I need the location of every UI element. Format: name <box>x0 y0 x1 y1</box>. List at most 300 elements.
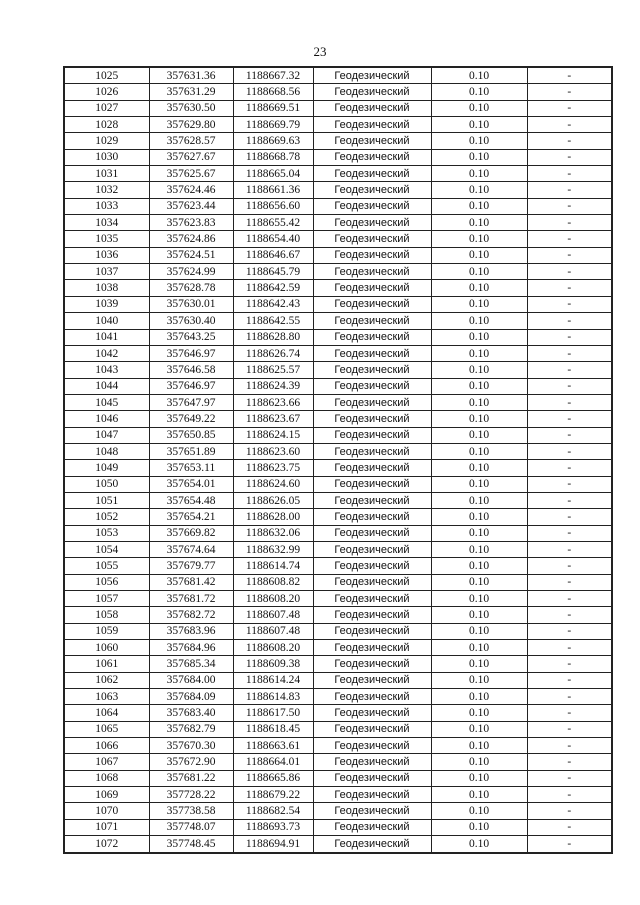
method-cell: Геодезический <box>313 117 431 133</box>
description-cell: - <box>527 264 612 280</box>
point-number-cell: 1025 <box>64 67 149 84</box>
y-coordinate-cell: 1188608.20 <box>233 640 313 656</box>
accuracy-cell: 0.10 <box>431 509 527 525</box>
x-coordinate-cell: 357625.67 <box>149 166 233 182</box>
y-coordinate-cell: 1188618.45 <box>233 721 313 737</box>
point-number-cell: 1061 <box>64 656 149 672</box>
accuracy-cell: 0.10 <box>431 84 527 100</box>
accuracy-cell: 0.10 <box>431 427 527 443</box>
y-coordinate-cell: 1188623.75 <box>233 460 313 476</box>
table-row <box>64 362 612 378</box>
coordinates-table-body <box>64 67 612 853</box>
point-number-cell: 1040 <box>64 313 149 329</box>
point-number-cell: 1057 <box>64 591 149 607</box>
table-row <box>64 84 612 100</box>
y-coordinate-cell: 1188607.48 <box>233 623 313 639</box>
description-cell: - <box>527 476 612 492</box>
y-coordinate-cell: 1188682.54 <box>233 803 313 819</box>
accuracy-cell: 0.10 <box>431 198 527 214</box>
table-row <box>64 803 612 819</box>
point-number-cell: 1047 <box>64 427 149 443</box>
method-cell: Геодезический <box>313 313 431 329</box>
accuracy-cell: 0.10 <box>431 182 527 198</box>
description-cell: - <box>527 754 612 770</box>
description-cell: - <box>527 84 612 100</box>
description-cell: - <box>527 117 612 133</box>
y-coordinate-cell: 1188642.59 <box>233 280 313 296</box>
method-cell: Геодезический <box>313 574 431 590</box>
point-number-cell: 1052 <box>64 509 149 525</box>
description-cell: - <box>527 345 612 361</box>
x-coordinate-cell: 357748.07 <box>149 819 233 835</box>
method-cell: Геодезический <box>313 787 431 803</box>
x-coordinate-cell: 357653.11 <box>149 460 233 476</box>
x-coordinate-cell: 357684.00 <box>149 672 233 688</box>
accuracy-cell: 0.10 <box>431 623 527 639</box>
y-coordinate-cell: 1188693.73 <box>233 819 313 835</box>
point-number-cell: 1046 <box>64 411 149 427</box>
description-cell: - <box>527 803 612 819</box>
method-cell: Геодезический <box>313 411 431 427</box>
method-cell: Геодезический <box>313 721 431 737</box>
table-row <box>64 836 612 853</box>
point-number-cell: 1065 <box>64 721 149 737</box>
point-number-cell: 1068 <box>64 770 149 786</box>
y-coordinate-cell: 1188623.67 <box>233 411 313 427</box>
table-row <box>64 215 612 231</box>
x-coordinate-cell: 357669.82 <box>149 525 233 541</box>
point-number-cell: 1048 <box>64 443 149 459</box>
x-coordinate-cell: 357630.50 <box>149 100 233 116</box>
x-coordinate-cell: 357728.22 <box>149 787 233 803</box>
description-cell: - <box>527 836 612 853</box>
table-row <box>64 591 612 607</box>
method-cell: Геодезический <box>313 280 431 296</box>
y-coordinate-cell: 1188646.67 <box>233 247 313 263</box>
method-cell: Геодезический <box>313 460 431 476</box>
point-number-cell: 1071 <box>64 819 149 835</box>
method-cell: Геодезический <box>313 443 431 459</box>
table-row <box>64 689 612 705</box>
table-row <box>64 738 612 754</box>
table-row <box>64 541 612 557</box>
description-cell: - <box>527 509 612 525</box>
description-cell: - <box>527 149 612 165</box>
accuracy-cell: 0.10 <box>431 460 527 476</box>
table-row <box>64 443 612 459</box>
accuracy-cell: 0.10 <box>431 640 527 656</box>
table-row <box>64 623 612 639</box>
table-row <box>64 492 612 508</box>
y-coordinate-cell: 1188654.40 <box>233 231 313 247</box>
x-coordinate-cell: 357646.97 <box>149 345 233 361</box>
x-coordinate-cell: 357670.30 <box>149 738 233 754</box>
x-coordinate-cell: 357650.85 <box>149 427 233 443</box>
point-number-cell: 1053 <box>64 525 149 541</box>
table-row <box>64 509 612 525</box>
point-number-cell: 1058 <box>64 607 149 623</box>
table-row <box>64 558 612 574</box>
description-cell: - <box>527 166 612 182</box>
x-coordinate-cell: 357624.86 <box>149 231 233 247</box>
table-row <box>64 378 612 394</box>
point-number-cell: 1032 <box>64 182 149 198</box>
point-number-cell: 1066 <box>64 738 149 754</box>
method-cell: Геодезический <box>313 182 431 198</box>
method-cell: Геодезический <box>313 738 431 754</box>
description-cell: - <box>527 640 612 656</box>
accuracy-cell: 0.10 <box>431 705 527 721</box>
method-cell: Геодезический <box>313 100 431 116</box>
y-coordinate-cell: 1188642.43 <box>233 296 313 312</box>
description-cell: - <box>527 721 612 737</box>
point-number-cell: 1070 <box>64 803 149 819</box>
description-cell: - <box>527 67 612 84</box>
table-row <box>64 656 612 672</box>
method-cell: Геодезический <box>313 329 431 345</box>
accuracy-cell: 0.10 <box>431 149 527 165</box>
method-cell: Геодезический <box>313 133 431 149</box>
method-cell: Геодезический <box>313 492 431 508</box>
accuracy-cell: 0.10 <box>431 803 527 819</box>
description-cell: - <box>527 182 612 198</box>
y-coordinate-cell: 1188626.74 <box>233 345 313 361</box>
point-number-cell: 1060 <box>64 640 149 656</box>
method-cell: Геодезический <box>313 345 431 361</box>
x-coordinate-cell: 357684.96 <box>149 640 233 656</box>
x-coordinate-cell: 357748.45 <box>149 836 233 853</box>
description-cell: - <box>527 705 612 721</box>
accuracy-cell: 0.10 <box>431 607 527 623</box>
point-number-cell: 1042 <box>64 345 149 361</box>
method-cell: Геодезический <box>313 656 431 672</box>
method-cell: Геодезический <box>313 591 431 607</box>
point-number-cell: 1062 <box>64 672 149 688</box>
x-coordinate-cell: 357654.01 <box>149 476 233 492</box>
y-coordinate-cell: 1188679.22 <box>233 787 313 803</box>
description-cell: - <box>527 198 612 214</box>
point-number-cell: 1030 <box>64 149 149 165</box>
accuracy-cell: 0.10 <box>431 394 527 410</box>
point-number-cell: 1059 <box>64 623 149 639</box>
point-number-cell: 1054 <box>64 541 149 557</box>
x-coordinate-cell: 357646.58 <box>149 362 233 378</box>
point-number-cell: 1028 <box>64 117 149 133</box>
x-coordinate-cell: 357630.01 <box>149 296 233 312</box>
description-cell: - <box>527 313 612 329</box>
y-coordinate-cell: 1188655.42 <box>233 215 313 231</box>
method-cell: Геодезический <box>313 819 431 835</box>
description-cell: - <box>527 689 612 705</box>
method-cell: Геодезический <box>313 264 431 280</box>
accuracy-cell: 0.10 <box>431 67 527 84</box>
accuracy-cell: 0.10 <box>431 770 527 786</box>
description-cell: - <box>527 819 612 835</box>
table-row <box>64 394 612 410</box>
method-cell: Геодезический <box>313 247 431 263</box>
x-coordinate-cell: 357628.78 <box>149 280 233 296</box>
description-cell: - <box>527 460 612 476</box>
method-cell: Геодезический <box>313 754 431 770</box>
method-cell: Геодезический <box>313 623 431 639</box>
description-cell: - <box>527 787 612 803</box>
point-number-cell: 1072 <box>64 836 149 853</box>
point-number-cell: 1038 <box>64 280 149 296</box>
method-cell: Геодезический <box>313 836 431 853</box>
table-row <box>64 476 612 492</box>
description-cell: - <box>527 656 612 672</box>
table-row <box>64 574 612 590</box>
point-number-cell: 1043 <box>64 362 149 378</box>
description-cell: - <box>527 541 612 557</box>
description-cell: - <box>527 362 612 378</box>
x-coordinate-cell: 357654.48 <box>149 492 233 508</box>
description-cell: - <box>527 280 612 296</box>
method-cell: Геодезический <box>313 84 431 100</box>
method-cell: Геодезический <box>313 198 431 214</box>
accuracy-cell: 0.10 <box>431 476 527 492</box>
x-coordinate-cell: 357623.44 <box>149 198 233 214</box>
table-row <box>64 640 612 656</box>
accuracy-cell: 0.10 <box>431 525 527 541</box>
x-coordinate-cell: 357674.64 <box>149 541 233 557</box>
method-cell: Геодезический <box>313 558 431 574</box>
table-row <box>64 607 612 623</box>
point-number-cell: 1050 <box>64 476 149 492</box>
y-coordinate-cell: 1188624.39 <box>233 378 313 394</box>
description-cell: - <box>527 247 612 263</box>
method-cell: Геодезический <box>313 149 431 165</box>
y-coordinate-cell: 1188608.20 <box>233 591 313 607</box>
point-number-cell: 1026 <box>64 84 149 100</box>
y-coordinate-cell: 1188669.63 <box>233 133 313 149</box>
point-number-cell: 1056 <box>64 574 149 590</box>
description-cell: - <box>527 133 612 149</box>
description-cell: - <box>527 378 612 394</box>
y-coordinate-cell: 1188632.06 <box>233 525 313 541</box>
description-cell: - <box>527 411 612 427</box>
accuracy-cell: 0.10 <box>431 738 527 754</box>
method-cell: Геодезический <box>313 378 431 394</box>
y-coordinate-cell: 1188625.57 <box>233 362 313 378</box>
accuracy-cell: 0.10 <box>431 231 527 247</box>
accuracy-cell: 0.10 <box>431 492 527 508</box>
table-row <box>64 133 612 149</box>
method-cell: Геодезический <box>313 541 431 557</box>
description-cell: - <box>527 607 612 623</box>
point-number-cell: 1041 <box>64 329 149 345</box>
point-number-cell: 1036 <box>64 247 149 263</box>
point-number-cell: 1027 <box>64 100 149 116</box>
point-number-cell: 1035 <box>64 231 149 247</box>
table-row <box>64 705 612 721</box>
y-coordinate-cell: 1188694.91 <box>233 836 313 853</box>
x-coordinate-cell: 357624.46 <box>149 182 233 198</box>
x-coordinate-cell: 357685.34 <box>149 656 233 672</box>
accuracy-cell: 0.10 <box>431 215 527 231</box>
y-coordinate-cell: 1188624.60 <box>233 476 313 492</box>
x-coordinate-cell: 357682.79 <box>149 721 233 737</box>
method-cell: Геодезический <box>313 770 431 786</box>
method-cell: Геодезический <box>313 607 431 623</box>
y-coordinate-cell: 1188624.15 <box>233 427 313 443</box>
x-coordinate-cell: 357629.80 <box>149 117 233 133</box>
y-coordinate-cell: 1188608.82 <box>233 574 313 590</box>
accuracy-cell: 0.10 <box>431 247 527 263</box>
table-row <box>64 117 612 133</box>
x-coordinate-cell: 357681.22 <box>149 770 233 786</box>
x-coordinate-cell: 357630.40 <box>149 313 233 329</box>
table-row <box>64 427 612 443</box>
table-row <box>64 721 612 737</box>
x-coordinate-cell: 357623.83 <box>149 215 233 231</box>
description-cell: - <box>527 770 612 786</box>
accuracy-cell: 0.10 <box>431 689 527 705</box>
x-coordinate-cell: 357649.22 <box>149 411 233 427</box>
table-row <box>64 345 612 361</box>
table-row <box>64 329 612 345</box>
x-coordinate-cell: 357646.97 <box>149 378 233 394</box>
x-coordinate-cell: 357684.09 <box>149 689 233 705</box>
accuracy-cell: 0.10 <box>431 362 527 378</box>
method-cell: Геодезический <box>313 427 431 443</box>
accuracy-cell: 0.10 <box>431 558 527 574</box>
point-number-cell: 1029 <box>64 133 149 149</box>
description-cell: - <box>527 558 612 574</box>
method-cell: Геодезический <box>313 215 431 231</box>
point-number-cell: 1049 <box>64 460 149 476</box>
page-number: 23 <box>313 44 327 59</box>
table-row <box>64 770 612 786</box>
description-cell: - <box>527 394 612 410</box>
table-row <box>64 313 612 329</box>
y-coordinate-cell: 1188645.79 <box>233 264 313 280</box>
y-coordinate-cell: 1188663.61 <box>233 738 313 754</box>
point-number-cell: 1034 <box>64 215 149 231</box>
table-row <box>64 460 612 476</box>
x-coordinate-cell: 357631.36 <box>149 67 233 84</box>
x-coordinate-cell: 357681.42 <box>149 574 233 590</box>
accuracy-cell: 0.10 <box>431 133 527 149</box>
point-number-cell: 1063 <box>64 689 149 705</box>
description-cell: - <box>527 574 612 590</box>
table-row <box>64 411 612 427</box>
point-number-cell: 1067 <box>64 754 149 770</box>
y-coordinate-cell: 1188617.50 <box>233 705 313 721</box>
table-row <box>64 525 612 541</box>
method-cell: Геодезический <box>313 166 431 182</box>
point-number-cell: 1033 <box>64 198 149 214</box>
description-cell: - <box>527 525 612 541</box>
x-coordinate-cell: 357628.57 <box>149 133 233 149</box>
method-cell: Геодезический <box>313 689 431 705</box>
method-cell: Геодезический <box>313 672 431 688</box>
point-number-cell: 1055 <box>64 558 149 574</box>
accuracy-cell: 0.10 <box>431 591 527 607</box>
accuracy-cell: 0.10 <box>431 754 527 770</box>
table-row <box>64 819 612 835</box>
y-coordinate-cell: 1188656.60 <box>233 198 313 214</box>
table-row <box>64 264 612 280</box>
table-row <box>64 672 612 688</box>
y-coordinate-cell: 1188607.48 <box>233 607 313 623</box>
y-coordinate-cell: 1188668.56 <box>233 84 313 100</box>
accuracy-cell: 0.10 <box>431 117 527 133</box>
description-cell: - <box>527 215 612 231</box>
accuracy-cell: 0.10 <box>431 166 527 182</box>
y-coordinate-cell: 1188667.32 <box>233 67 313 84</box>
y-coordinate-cell: 1188614.83 <box>233 689 313 705</box>
description-cell: - <box>527 738 612 754</box>
y-coordinate-cell: 1188661.36 <box>233 182 313 198</box>
method-cell: Геодезический <box>313 803 431 819</box>
accuracy-cell: 0.10 <box>431 574 527 590</box>
y-coordinate-cell: 1188614.74 <box>233 558 313 574</box>
description-cell: - <box>527 492 612 508</box>
table-row <box>64 149 612 165</box>
accuracy-cell: 0.10 <box>431 656 527 672</box>
accuracy-cell: 0.10 <box>431 787 527 803</box>
x-coordinate-cell: 357679.77 <box>149 558 233 574</box>
point-number-cell: 1039 <box>64 296 149 312</box>
point-number-cell: 1045 <box>64 394 149 410</box>
accuracy-cell: 0.10 <box>431 313 527 329</box>
method-cell: Геодезический <box>313 640 431 656</box>
method-cell: Геодезический <box>313 362 431 378</box>
description-cell: - <box>527 100 612 116</box>
description-cell: - <box>527 231 612 247</box>
x-coordinate-cell: 357624.99 <box>149 264 233 280</box>
table-row <box>64 198 612 214</box>
method-cell: Геодезический <box>313 296 431 312</box>
y-coordinate-cell: 1188628.00 <box>233 509 313 525</box>
accuracy-cell: 0.10 <box>431 100 527 116</box>
y-coordinate-cell: 1188642.55 <box>233 313 313 329</box>
method-cell: Геодезический <box>313 705 431 721</box>
accuracy-cell: 0.10 <box>431 264 527 280</box>
point-number-cell: 1051 <box>64 492 149 508</box>
y-coordinate-cell: 1188626.05 <box>233 492 313 508</box>
accuracy-cell: 0.10 <box>431 836 527 853</box>
y-coordinate-cell: 1188665.04 <box>233 166 313 182</box>
x-coordinate-cell: 357651.89 <box>149 443 233 459</box>
accuracy-cell: 0.10 <box>431 672 527 688</box>
description-cell: - <box>527 443 612 459</box>
x-coordinate-cell: 357643.25 <box>149 329 233 345</box>
y-coordinate-cell: 1188632.99 <box>233 541 313 557</box>
y-coordinate-cell: 1188664.01 <box>233 754 313 770</box>
method-cell: Геодезический <box>313 394 431 410</box>
table-row <box>64 754 612 770</box>
accuracy-cell: 0.10 <box>431 345 527 361</box>
accuracy-cell: 0.10 <box>431 721 527 737</box>
point-number-cell: 1031 <box>64 166 149 182</box>
description-cell: - <box>527 427 612 443</box>
x-coordinate-cell: 357672.90 <box>149 754 233 770</box>
accuracy-cell: 0.10 <box>431 541 527 557</box>
description-cell: - <box>527 672 612 688</box>
y-coordinate-cell: 1188609.38 <box>233 656 313 672</box>
x-coordinate-cell: 357738.58 <box>149 803 233 819</box>
x-coordinate-cell: 357682.72 <box>149 607 233 623</box>
point-number-cell: 1064 <box>64 705 149 721</box>
point-number-cell: 1044 <box>64 378 149 394</box>
table-row <box>64 280 612 296</box>
y-coordinate-cell: 1188614.24 <box>233 672 313 688</box>
x-coordinate-cell: 357624.51 <box>149 247 233 263</box>
accuracy-cell: 0.10 <box>431 329 527 345</box>
table-row <box>64 296 612 312</box>
